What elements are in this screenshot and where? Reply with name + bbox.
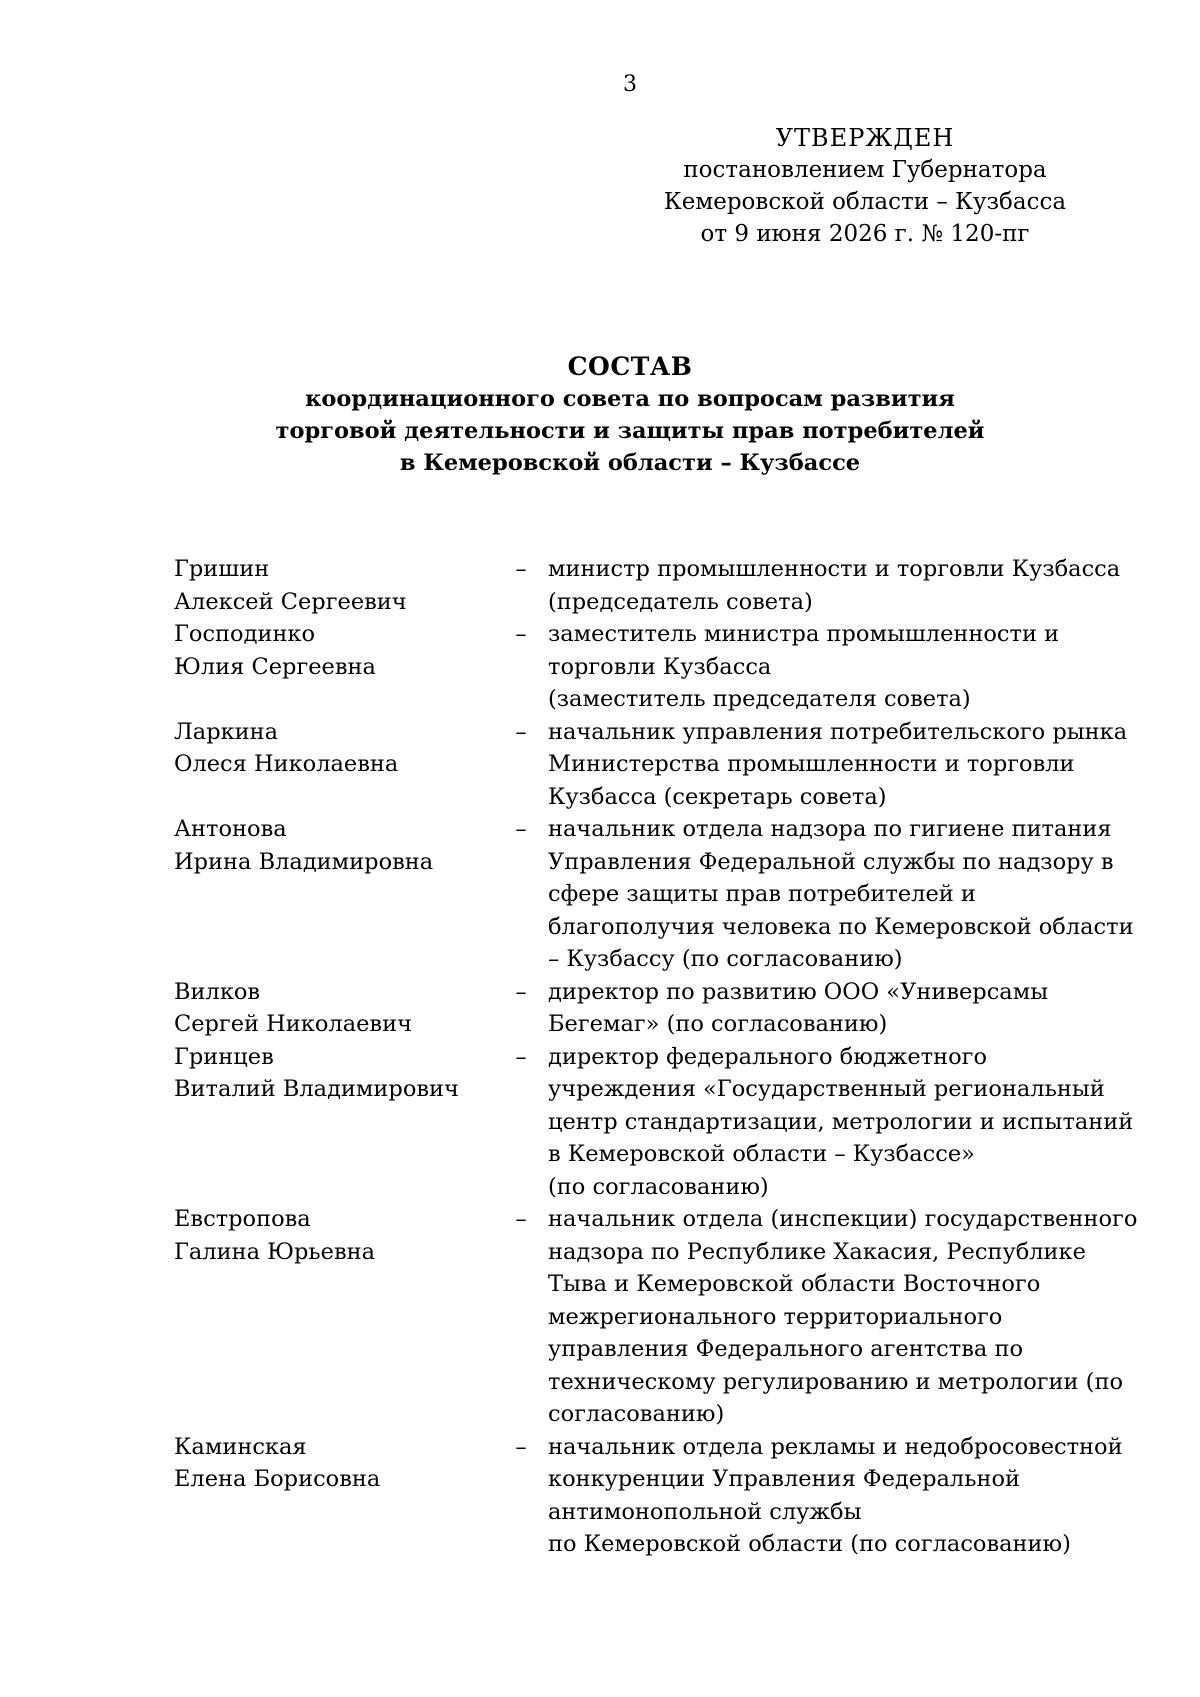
- member-entry: [174, 813, 1154, 976]
- title-line: координационного совета по вопросам развития: [305, 386, 955, 412]
- member-role-line: начальник управления потребительского рынка: [548, 718, 1128, 745]
- approval-line: Кемеровской области – Кузбасса: [663, 189, 1067, 215]
- member-role: [548, 976, 1148, 1041]
- member-role-line: благополучия человека по Кемеровской области: [548, 913, 1134, 940]
- member-role-line: Кузбасса (секретарь совета): [548, 783, 887, 810]
- member-dash: –: [515, 1433, 527, 1460]
- document-title: [0, 351, 1200, 479]
- member-role: [548, 1431, 1148, 1561]
- member-given-name: Ирина Владимировна: [174, 848, 434, 875]
- member-role-line: конкуренции Управления Федеральной: [548, 1466, 1020, 1492]
- approval-stamp: [640, 122, 1090, 250]
- member-surname: Антонова: [174, 816, 287, 842]
- member-role-line: министр промышленности и торговли Кузбасса: [548, 556, 1121, 582]
- member-name: [174, 716, 494, 814]
- member-dash: –: [515, 621, 527, 647]
- member-role-line: центр стандартизации, метрологии и испытаний: [548, 1108, 1134, 1135]
- member-role-line: начальник отдела рекламы и недобросовестной: [548, 1433, 1123, 1460]
- member-name: [174, 618, 494, 716]
- member-given-name: Олеся Николаевна: [174, 751, 399, 777]
- title-line: торговой деятельности и защиты прав потребителей: [275, 418, 985, 444]
- member-role-line: сфере защиты прав потребителей и: [548, 881, 976, 907]
- member-entry: [174, 1203, 1154, 1431]
- member-entry: [174, 618, 1154, 716]
- member-name: [174, 976, 494, 1041]
- member-entry: [174, 716, 1154, 814]
- member-role-line: – Кузбассу (по согласованию): [548, 946, 903, 972]
- member-role-line: заместитель министра промышленности и: [548, 621, 1060, 647]
- member-given-name: Сергей Николаевич: [174, 1011, 412, 1037]
- member-dash: –: [515, 1043, 527, 1070]
- member-entry: [174, 553, 1154, 618]
- member-name: [174, 1431, 494, 1561]
- member-role: [548, 1203, 1148, 1431]
- member-role: [548, 618, 1148, 716]
- member-role-line: (председатель совета): [548, 588, 813, 615]
- member-given-name: Елена Борисовна: [174, 1466, 381, 1492]
- member-surname: Ларкина: [174, 718, 279, 745]
- member-role-line: (по согласованию): [548, 1173, 769, 1200]
- member-dash: –: [515, 816, 527, 842]
- member-given-name: Алексей Сергеевич: [174, 588, 407, 615]
- member-role-line: Управления Федеральной службы по надзору в: [548, 848, 1114, 875]
- member-dash: –: [515, 1206, 527, 1232]
- member-name: [174, 553, 494, 618]
- member-surname: Евстропова: [174, 1206, 311, 1232]
- members-list: [174, 553, 1154, 1561]
- member-given-name: Галина Юрьевна: [174, 1238, 376, 1265]
- member-role-line: учреждения «Государственный региональный: [548, 1076, 1105, 1102]
- member-name: [174, 1041, 494, 1204]
- member-role-line: Министерства промышленности и торговли: [548, 751, 1075, 777]
- member-surname: Каминская: [174, 1433, 307, 1460]
- title-line: в Кемеровской области – Кузбассе: [399, 450, 861, 476]
- member-entry: [174, 1431, 1154, 1561]
- page-number: 3: [623, 72, 637, 97]
- member-dash: –: [515, 978, 527, 1005]
- member-role: [548, 813, 1148, 976]
- approval-line: от 9 июня 2026 г. № 120-пг: [700, 221, 1030, 247]
- member-surname: Гринцев: [174, 1043, 274, 1070]
- member-role-line: директор по развитию ООО «Универсамы: [548, 978, 1049, 1005]
- member-surname: Вилков: [174, 978, 261, 1005]
- member-role-line: (заместитель председателя совета): [548, 686, 971, 712]
- member-entry: [174, 976, 1154, 1041]
- member-dash: –: [515, 556, 527, 582]
- member-surname: Гришин: [174, 556, 270, 582]
- member-role-line: управления Федерального агентства по: [548, 1336, 1024, 1362]
- member-name: [174, 813, 494, 976]
- member-role-line: надзора по Республике Хакасия, Республике: [548, 1238, 1086, 1265]
- approval-heading: УТВЕРЖДЕН: [775, 124, 955, 152]
- member-role-line: техническому регулированию и метрологии (по: [548, 1368, 1123, 1395]
- member-role-line: по Кемеровской области (по согласованию): [548, 1531, 1071, 1557]
- member-role-line: согласованию): [548, 1401, 725, 1427]
- member-surname: Господинко: [174, 621, 316, 647]
- member-entry: [174, 1041, 1154, 1204]
- member-role: [548, 1041, 1148, 1204]
- member-dash: –: [515, 718, 527, 745]
- member-role: [548, 553, 1148, 618]
- member-role-line: межрегионального территориального: [548, 1303, 1003, 1330]
- member-role-line: Бегемаг» (по согласованию): [548, 1011, 888, 1037]
- member-role-line: торговли Кузбасса: [548, 653, 772, 680]
- member-given-name: Виталий Владимирович: [174, 1076, 459, 1102]
- member-role-line: Тыва и Кемеровской области Восточного: [548, 1271, 1041, 1297]
- member-role: [548, 716, 1148, 814]
- member-role-line: начальник отдела (инспекции) государственного: [548, 1206, 1138, 1232]
- member-role-line: директор федерального бюджетного: [548, 1043, 987, 1070]
- member-role-line: начальник отдела надзора по гигиене питания: [548, 816, 1112, 842]
- member-role-line: антимонопольной службы: [548, 1498, 862, 1525]
- title-main: СОСТАВ: [567, 352, 693, 381]
- member-name: [174, 1203, 494, 1431]
- member-given-name: Юлия Сергеевна: [174, 653, 376, 680]
- approval-line: постановлением Губернатора: [683, 157, 1047, 183]
- member-role-line: в Кемеровской области – Кузбассе»: [548, 1141, 975, 1167]
